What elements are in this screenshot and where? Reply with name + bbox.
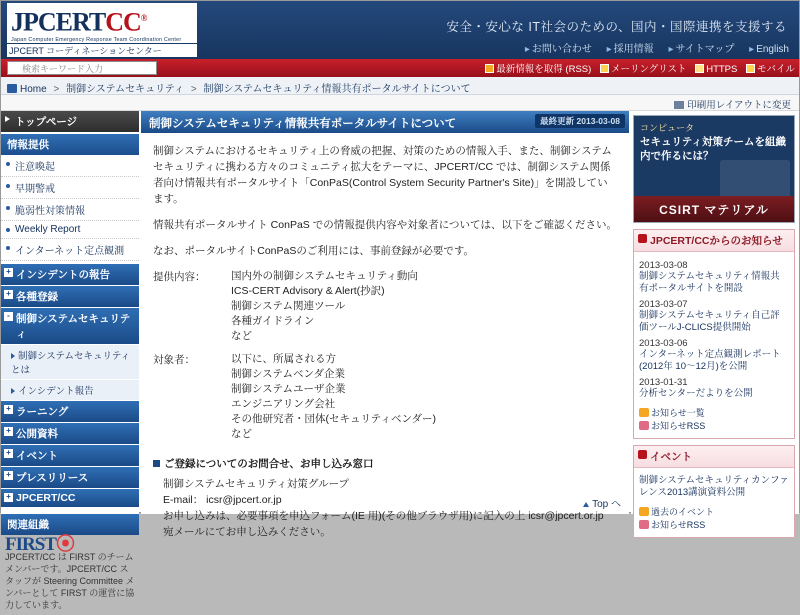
news-box-body bbox=[634, 252, 794, 438]
square-bullet-icon bbox=[153, 460, 160, 467]
logo-reg-mark: ® bbox=[140, 13, 147, 23]
sidebar-item-jpcert-cc[interactable] bbox=[1, 489, 139, 508]
header-link-recruit[interactable] bbox=[607, 44, 654, 55]
logo-cc-text: CC bbox=[105, 7, 141, 37]
article-paragraph-3: なお、ポータルサイトConPaSのご利用には、事前登録が必要です。 bbox=[153, 245, 475, 257]
definition-line: 以下に、所属される方 bbox=[231, 353, 336, 365]
bullet-icon bbox=[6, 206, 10, 210]
bullet-icon bbox=[6, 184, 10, 188]
site-header bbox=[1, 1, 799, 59]
sidebar-item-press-release-label: プレスリリース bbox=[16, 472, 89, 484]
print-layout-bar bbox=[1, 95, 799, 111]
plus-icon: + bbox=[4, 427, 13, 436]
util-mailinglist-label: メーリングリスト bbox=[610, 64, 687, 75]
definition-term-audience: 対象者： bbox=[153, 354, 195, 366]
news-item[interactable]: インターネット定点観測レポート(2012年 10～12月)を公開 bbox=[639, 349, 781, 372]
bullet-icon bbox=[11, 388, 15, 394]
sidebar-item-vulnerability[interactable] bbox=[1, 199, 139, 221]
triangle-right-icon bbox=[5, 116, 10, 122]
sidebar-section-info-label: 情報提供 bbox=[7, 139, 49, 151]
events-box-title bbox=[634, 446, 794, 468]
sidebar-item-internet-monitoring[interactable] bbox=[1, 239, 139, 261]
rss-icon bbox=[639, 421, 649, 430]
page-title bbox=[141, 111, 629, 133]
chevron-right-icon: ▸ bbox=[749, 44, 755, 55]
util-mailinglist-link[interactable] bbox=[600, 61, 687, 75]
first-logo-text: FIRST bbox=[5, 534, 56, 555]
definition-line: 制御システムユーザ企業 bbox=[231, 383, 346, 395]
definition-line: エンジニアリング会社 bbox=[231, 398, 336, 410]
header-link-sitemap-label: サイトマップ bbox=[675, 44, 735, 55]
right-column bbox=[631, 111, 799, 530]
news-date: 2013-03-06 bbox=[639, 338, 688, 349]
rss-icon bbox=[485, 64, 494, 73]
sidebar-item-control-system-security-label: 制御システムセキュリティ bbox=[16, 313, 131, 340]
sidebar-item-alert-label: 注意喚起 bbox=[15, 162, 55, 173]
definition-line: など bbox=[231, 330, 252, 342]
triangle-up-icon bbox=[583, 502, 589, 507]
news-rss-link[interactable] bbox=[639, 419, 705, 432]
news-date: 2013-03-08 bbox=[639, 260, 688, 271]
plus-icon: + bbox=[4, 449, 13, 458]
article-paragraph-2: 情報共有ポータルサイト ConPaS での情報提供内容や対象者については、以下をご確認ください。 bbox=[153, 219, 617, 231]
news-item[interactable]: 制御システムセキュリティ自己評価ツールJ-CLICS提供開始 bbox=[639, 310, 780, 333]
news-rss-link-label: お知らせRSS bbox=[651, 421, 706, 431]
sidebar-item-internet-monitoring-label: インターネット定点観測 bbox=[15, 246, 125, 257]
banner-line-1: コンピュータ bbox=[640, 123, 695, 133]
header-link-english[interactable] bbox=[749, 44, 789, 55]
breadcrumb-item-2: 制御システムセキュリティ情報共有ポータルサイトについて bbox=[203, 84, 471, 95]
sidebar-subitem-what-is-css-label: 制御システムセキュリティとは bbox=[11, 351, 131, 376]
news-item[interactable]: 分析センターだよりを公開 bbox=[639, 388, 753, 399]
site-tagline: 安全・安心な IT社会のための、国内・国際連携を支援する bbox=[446, 20, 787, 34]
bullet-icon bbox=[6, 246, 10, 250]
mobile-icon bbox=[746, 64, 755, 73]
lock-icon bbox=[695, 64, 704, 73]
plus-icon: + bbox=[4, 405, 13, 414]
sidebar-item-registration[interactable] bbox=[1, 286, 139, 308]
chevron-right-icon: ▸ bbox=[606, 44, 612, 55]
events-box-title-label: イベント bbox=[650, 451, 692, 463]
util-rss-link[interactable] bbox=[485, 61, 591, 75]
definition-line: 国内外の制御システムセキュリティ動向 bbox=[231, 270, 418, 282]
news-box-title bbox=[634, 230, 794, 252]
contact-heading bbox=[153, 456, 617, 472]
plus-icon: + bbox=[4, 493, 13, 502]
bullet-icon bbox=[11, 353, 15, 359]
definition-line: 制御システム関連ツール bbox=[231, 300, 346, 312]
breadcrumb-separator: > bbox=[190, 84, 197, 95]
calendar-icon bbox=[638, 450, 647, 459]
rss-icon bbox=[639, 520, 649, 529]
banner-illustration bbox=[720, 160, 790, 200]
util-https-link[interactable] bbox=[695, 64, 737, 75]
sidebar-item-events[interactable] bbox=[1, 445, 139, 467]
home-icon bbox=[7, 84, 17, 93]
sidebar-subitem-incident-report[interactable] bbox=[1, 380, 139, 401]
news-box-title-label: JPCERT/CCからのお知らせ bbox=[650, 235, 783, 247]
minus-icon: - bbox=[4, 312, 13, 321]
definition-desc-provided bbox=[231, 269, 617, 344]
header-link-recruit-label: 採用情報 bbox=[613, 44, 654, 55]
events-box-body bbox=[634, 468, 794, 537]
list-icon bbox=[639, 507, 649, 516]
banner-cta: CSIRT マテリアル bbox=[634, 196, 794, 222]
breadcrumb bbox=[1, 77, 799, 95]
main-content bbox=[141, 111, 629, 538]
breadcrumb-home[interactable]: Home bbox=[20, 84, 47, 95]
sidebar-subitem-incident-report-label: インシデント報告 bbox=[18, 386, 94, 397]
util-mobile-link[interactable] bbox=[746, 61, 795, 75]
sidebar-item-vulnerability-label: 脆弱性対策情報 bbox=[15, 206, 85, 217]
past-events-link[interactable] bbox=[639, 505, 714, 518]
sidebar-item-publications[interactable] bbox=[1, 423, 139, 445]
news-item[interactable]: 制御システムセキュリティ情報共有ポータルサイトを開設 bbox=[639, 271, 780, 294]
contact-group: 制御システムセキュリティ対策グループ bbox=[163, 478, 350, 490]
news-list-link-label: お知らせ一覧 bbox=[651, 408, 705, 418]
body-wrapper bbox=[1, 111, 799, 610]
article-paragraph-1: 制御システムにおけるセキュリティ上の脅威の把握、対策のための情報入手、また、制御システムセキュリティに携わる方々のコミュニティ拡大をテーマに、JPCERT/CC では、制御システム関係者向け情報共有ポータルサイト「ConPaS(Control System Security Partner's Site)」を開設しています。 bbox=[153, 145, 612, 205]
header-link-sitemap[interactable] bbox=[668, 44, 734, 55]
first-logo bbox=[5, 534, 135, 555]
contact-body bbox=[153, 476, 617, 540]
sidebar-item-incident-report-label: インシデントの報告 bbox=[16, 269, 111, 281]
announcement-icon bbox=[638, 234, 647, 243]
last-updated-label: 最終更新 bbox=[540, 116, 575, 126]
sidebar-item-learning[interactable] bbox=[1, 401, 139, 423]
site-logo[interactable] bbox=[7, 3, 197, 43]
sidebar-item-top-label: トップページ bbox=[15, 116, 78, 128]
sidebar-related-orgs-label: 関連組織 bbox=[7, 519, 49, 531]
definition-line: その他研究者・団体(セキュリティベンダー) bbox=[231, 413, 437, 425]
header-links bbox=[513, 40, 789, 55]
sidebar-item-top[interactable] bbox=[1, 111, 139, 132]
csirt-material-banner[interactable] bbox=[633, 115, 795, 223]
logo-wordmark bbox=[11, 5, 193, 36]
printer-icon bbox=[674, 101, 684, 109]
article-body bbox=[141, 133, 629, 540]
header-link-contact-label: お問い合わせ bbox=[531, 44, 592, 55]
utility-bar bbox=[1, 59, 799, 77]
mail-icon bbox=[600, 64, 609, 73]
events-rss-link[interactable] bbox=[639, 518, 705, 531]
bullet-icon bbox=[6, 228, 10, 232]
contact-email[interactable]: E-mail： icsr@jpcert.or.jp bbox=[163, 494, 282, 506]
news-list-link[interactable] bbox=[639, 406, 705, 419]
logo-subtitle: Japan Computer Emergency Response Team Coordination Center bbox=[11, 36, 182, 43]
sidebar-item-publications-label: 公開資料 bbox=[16, 428, 58, 440]
util-mobile-label: モバイル bbox=[756, 64, 795, 75]
back-to-top-label: Top へ bbox=[592, 499, 621, 510]
sidebar-item-earlywarning-label: 早期警戒 bbox=[15, 184, 55, 195]
definition-line: 制御システムベンダ企業 bbox=[231, 368, 346, 380]
logo-japanese-name: JPCERT コーディネーションセンター bbox=[7, 44, 197, 57]
plus-icon: + bbox=[4, 268, 13, 277]
util-https-label: HTTPS bbox=[706, 64, 738, 75]
definition-line: 各種ガイドライン bbox=[231, 315, 315, 327]
breadcrumb-separator: > bbox=[53, 84, 60, 95]
breadcrumb-item-1[interactable]: 制御システムセキュリティ bbox=[66, 84, 185, 95]
news-box bbox=[633, 229, 795, 439]
header-link-english-label: English bbox=[756, 44, 789, 55]
sidebar bbox=[1, 111, 139, 610]
print-layout-link[interactable]: 印刷用レイアウトに変更 bbox=[687, 100, 791, 111]
chevron-right-icon: ▸ bbox=[668, 44, 674, 55]
definition-term-provided: 提供内容： bbox=[153, 271, 206, 283]
past-events-link-label: 過去のイベント bbox=[651, 507, 715, 517]
last-updated-badge bbox=[535, 114, 625, 128]
news-date: 2013-03-07 bbox=[639, 299, 688, 310]
banner-line-2: セキュリティ対策チームを組織内で作るには？ bbox=[640, 136, 786, 162]
util-rss-label: 最新情報を取得 (RSS) bbox=[496, 64, 592, 75]
sidebar-subitem-what-is-css[interactable] bbox=[1, 345, 139, 380]
search-input[interactable]: 検索キーワード入力 bbox=[7, 61, 157, 75]
sidebar-item-incident-report[interactable] bbox=[1, 264, 139, 286]
definition-desc-audience bbox=[231, 352, 617, 442]
news-date: 2013-01-31 bbox=[639, 377, 688, 388]
sidebar-item-events-label: イベント bbox=[16, 450, 58, 462]
first-description: JPCERT/CC は FIRST のチームメンバーです。JPCERT/CC スタッフが Steering Committee メンバーとして FIRST の運営に協力しています。 bbox=[5, 552, 135, 610]
back-to-top-link[interactable] bbox=[583, 495, 621, 510]
sidebar-item-learning-label: ラーニング bbox=[16, 406, 69, 418]
sidebar-item-registration-label: 各種登録 bbox=[16, 291, 58, 303]
events-box bbox=[633, 445, 795, 538]
page-title-label: 制御システムセキュリティ情報共有ポータルサイトについて bbox=[149, 118, 457, 130]
sidebar-item-earlywarning[interactable] bbox=[1, 177, 139, 199]
sidebar-item-jpcert-cc-label: JPCERT/CC bbox=[16, 492, 76, 504]
sidebar-related-orgs-title bbox=[1, 514, 139, 535]
sidebar-section-info bbox=[1, 134, 139, 155]
first-swoosh-icon: ⦿ bbox=[55, 534, 74, 555]
events-rss-link-label: お知らせRSS bbox=[651, 520, 706, 530]
bullet-icon bbox=[6, 162, 10, 166]
event-item[interactable]: 制御システムセキュリティカンファレンス2013講演資料公開 bbox=[639, 475, 789, 498]
plus-icon: + bbox=[4, 471, 13, 480]
first-org-box[interactable] bbox=[1, 535, 139, 615]
definition-line: など bbox=[231, 428, 252, 440]
contact-heading-label: ご登録についてのお問合せ、お申し込み窓口 bbox=[164, 458, 374, 470]
definition-line: ICS-CERT Advisory & Alert(抄訳) bbox=[231, 285, 385, 297]
chevron-right-icon: ▸ bbox=[524, 44, 530, 55]
logo-main-text: JPCERT bbox=[11, 7, 106, 37]
sidebar-item-control-system-security[interactable] bbox=[1, 308, 139, 345]
events-links bbox=[639, 505, 789, 531]
sidebar-item-press-release[interactable] bbox=[1, 467, 139, 489]
sidebar-item-alert[interactable] bbox=[1, 155, 139, 177]
contact-howto: お申し込みは、必要事項を申込フォーム(IE 用)(その他ブラウザ用)に記入の上 icsr@jpcert.or.jp 宛メールにてお申し込みください。 bbox=[163, 510, 604, 538]
definition-provided-content bbox=[153, 269, 617, 344]
utility-links bbox=[479, 61, 795, 75]
sidebar-item-weekly-report[interactable] bbox=[1, 221, 139, 239]
header-link-contact[interactable] bbox=[525, 44, 592, 55]
list-icon bbox=[639, 408, 649, 417]
last-updated-date: 2013-03-08 bbox=[576, 116, 620, 126]
definition-target-audience bbox=[153, 352, 617, 442]
sidebar-item-weekly-report-label: Weekly Report bbox=[15, 224, 81, 235]
plus-icon: + bbox=[4, 290, 13, 299]
news-links bbox=[639, 406, 789, 432]
